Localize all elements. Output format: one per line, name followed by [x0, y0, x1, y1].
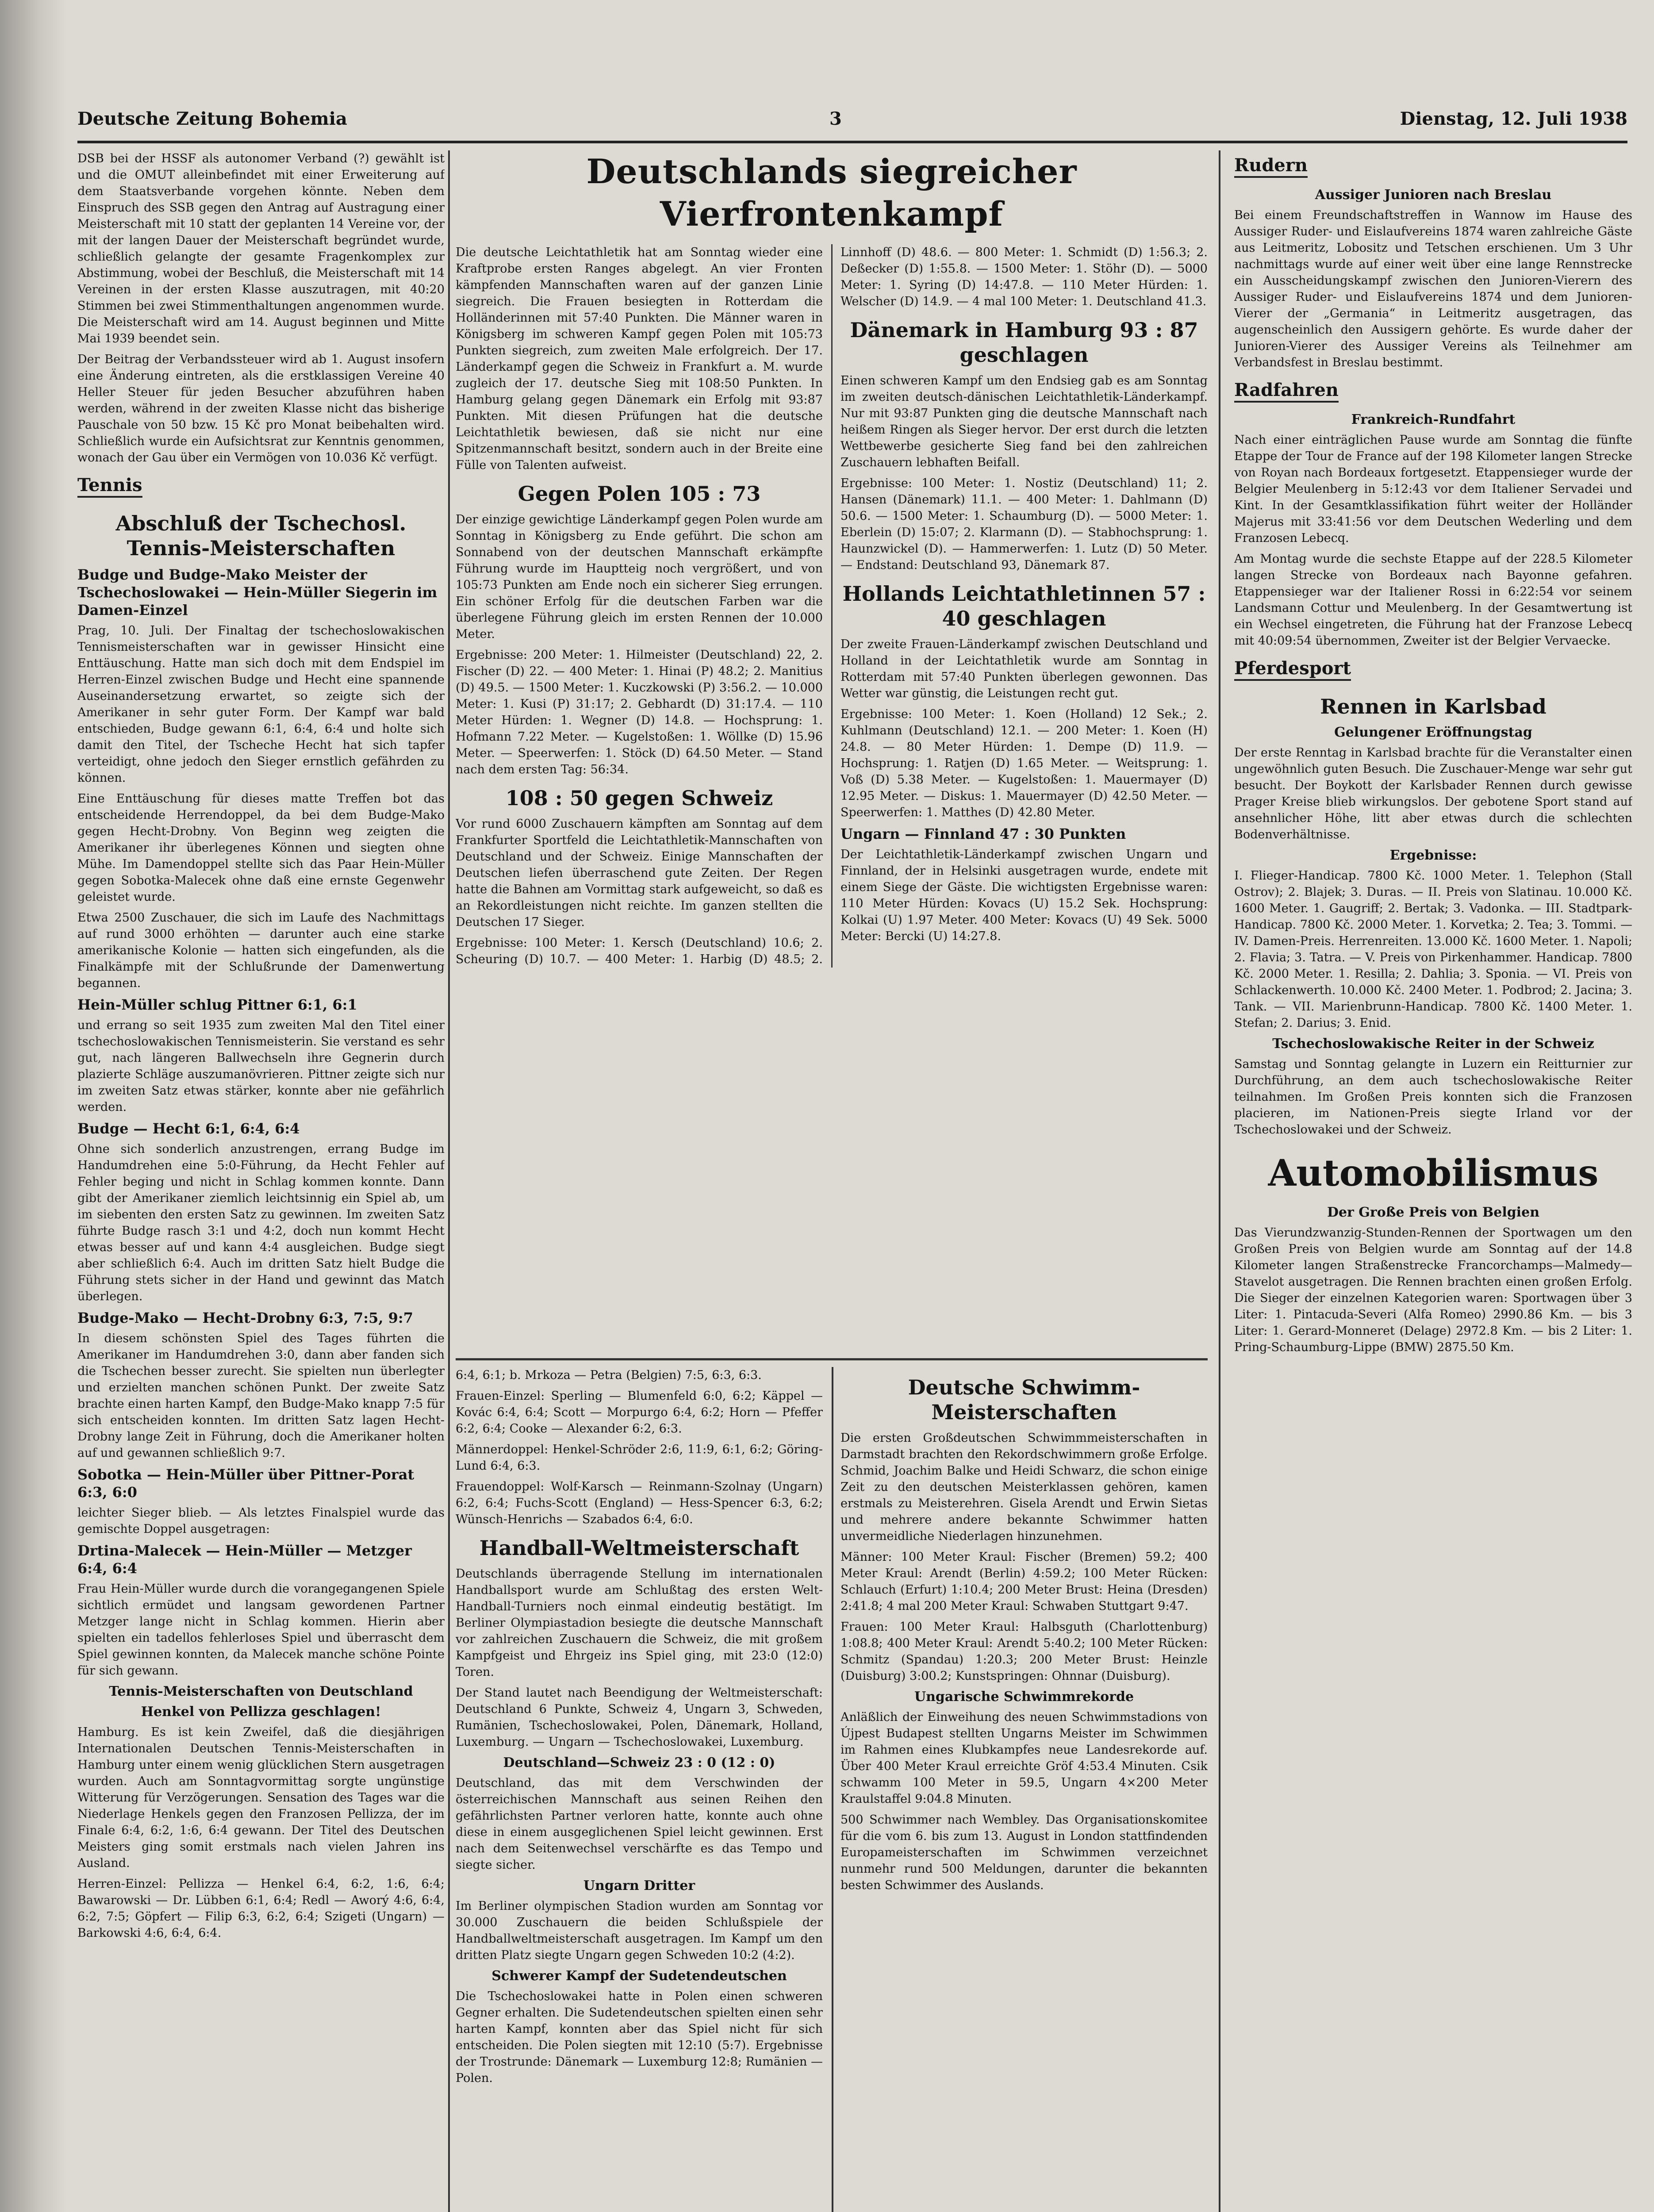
- article-text: Das Vierundzwanzig-Stunden-Rennen der Sportwagen um den Großen Preis von Belgien wurde am Sonntag auf der 14.8 Kilometer langen Straßenstrecke Francorchamps—Malmedy—Stavelot ausgetragen. Die Rennen brachten einen großen Erfolg. Die Sieger der einzelnen Kategorien waren: Sportwagen über 3 Liter: 1. Pintacuda-Severi (Alfa Romeo) 2990.86 Km. — bis 3 Liter: 1. Gerard-Monneret (Delage) 2972.8 Km. — bis 2 Liter: 1. Pring-Schaumburg-Lippe (BMW) 2875.50 Km.: [1234, 1226, 1632, 1354]
- results-text: Ergebnisse: 100 Meter: 1. Koen (Holland) 12 Sek.; 2. Kuhlmann (Deutschland) 12.1. — 200 Meter: 1. Koen (H) 24.8. — 80 Meter Hürden: 1. Dempe (D) 11.9. — Hochsprung: 1. Ratjen (D) 1.65 Meter. — Weitsprung: 1. Voß (D) 5.38 Meter. — Kugelstoßen: 1. Mauermayer (D) 12.95 Meter. — Diskus: 1. Mauermayer (D) 42.50 Meter. — Speerwerfen: 1. Matthes (D) 42.80 Meter.: [840, 707, 1208, 819]
- article-text: 500 Schwimmer nach Wembley. Das Organisationskomitee für die vom 6. bis zum 13. August in London stattfindenden Europameisterschaften im Schwimmen verzeichnet nunmehr rund 500 Meldungen, darunter die bekannten besten Schwimmer des Auslands.: [840, 1813, 1208, 1892]
- article-subheading: Budge — Hecht 6:1, 6:4, 6:4: [77, 1120, 300, 1137]
- binding-gutter: [0, 0, 66, 2212]
- column-rule: [448, 150, 450, 2212]
- article-text: Anläßlich der Einweihung des neuen Schwimmstadions von Újpest Budapest stellten Ungarns Meister im Schwimmen im Rahmen eines Klubkampfes neue Landesrekorde auf. Über 400 Meter Kraul erreichte Gröf 4:53.4 Minuten. Csik schwamm 100 Meter in 59.5, Ungarn 4×200 Meter Kraulstaffel 9:04.8 Minuten.: [840, 1710, 1208, 1806]
- article-text: und errang so seit 1935 zum zweiten Mal den Titel einer tschechoslowakischen Tennismeisterin. Sie verstand es sehr gut, nach längeren Ballwechseln ihre Gegnerin durch plazierte Schläge auszumanövrieren. Pittner zeigte sich nur im zweiten Satz etwas stärker, konnte aber nie gefährlich werden.: [77, 1018, 445, 1114]
- article-text: Deutschlands überragende Stellung im internationalen Handballsport wurde am Schlußtag des ersten Welt-Handball-Turniers noch einmal eindeutig bestätigt. Im Berliner Olympiastadion besiegte die deutsche Mannschaft vor zahlreichen Zuschauern die Schweiz, die mit großem Kampfgeist und Ehrgeiz ins Spiel ging, mit 23:0 (12:0) Toren.: [456, 1567, 823, 1679]
- article-text: Der zweite Frauen-Länderkampf zwischen Deutschland und Holland in der Leichtathletik wurde am Sonntag in Rotterdam mit 57:40 Punkten überlegen gewonnen. Das Wetter war günstig, die Leistungen recht gut.: [840, 637, 1208, 700]
- header-rule: [77, 141, 1627, 143]
- lead-article-body: [456, 244, 1208, 968]
- article-text: Prag, 10. Juli. Der Finaltag der tschechoslowakischen Tennismeisterschaften war in gewisser Hinsicht eine Enttäuschung. Hatte man sich doch mit dem Endspiel im Herren-Einzel zwischen Budge und Hecht eine spannende Auseinandersetzung erwartet, so zeigte sich der Amerikaner in sehr guter Form. Der Kampf war bald entschieden, Budge gewann 6:1, 6:4, 6:4 und holte sich damit den Titel, der Tscheche Hecht hat sich tapfer verteidigt, ohne jedoch den Sieger ernstlich gefährden zu können.: [77, 624, 445, 785]
- column-1: [77, 150, 445, 2212]
- article-headline: Deutsche Schwimm-Meisterschaften: [908, 1375, 1140, 1424]
- results-text: Ergebnisse: 200 Meter: 1. Hilmeister (Deutschland) 22, 2. Fischer (D) 22. — 400 Meter: 1. Hinai (P) 48.2; 2. Manitius (D) 49.5. — 1500 Meter: 1. Kuczkowski (P) 3:56.2. — 10.000 Meter: 1. Kusi (P) 31:17; 2. Gebhardt (D) 31:17.4. — 110 Meter Hürden: 1. Wegner (D) 14.8. — Hochsprung: 1. Hofmann 7.22 Meter. — Kugelstoßen: 1. Wöllke (D) 15.96 Meter. — Speerwerfen: 1. Stöck (D) 64.50 Meter. — Stand nach dem ersten Tag: 56:34.: [456, 648, 823, 776]
- page-number: 3: [829, 108, 842, 129]
- article-text: leichter Sieger blieb. — Als letztes Finalspiel wurde das gemischte Doppel ausgetragen:: [77, 1506, 445, 1536]
- article-text: Vor rund 6000 Zuschauern kämpften am Sonntag auf dem Frankfurter Sportfeld die Leichtathletik-Mannschaften von Deutschland und der Schweiz. Einige Mannschaften der Deutschen liefen überraschend gute Zeiten. Der Regen hatte die Bahnen am Vormittag stark aufgeweicht, so daß es an Rekordleistungen nicht reichte. Im ganzen stellten die Deutschen 17 Sieger.: [456, 817, 823, 929]
- section-label-pferdesport: Pferdesport: [1234, 658, 1351, 681]
- article-text: Bei einem Freundschaftstreffen in Wannow im Hause des Aussiger Ruder- und Eislaufvereins 1874 waren zahlreiche Gäste aus Leitmeritz, Lobositz und Tetschen erschienen. Um 3 Uhr nachmittags wurde auf einer weit über eine lange Rennstrecke ein Ausscheidungskampf zwischen den Junioren-Vierern des Aussiger Ruder- und Eislaufvereins 1874 und dem Junioren-Vierer der „Germania“ in Leitmeritz ausgetragen, das augenscheinlich den Aussigern gehörte. Es wurde daher der Junioren-Vierer des Aussiger Vereins als Teilnehmer am Verbandsfest in Breslau bestimmt.: [1234, 208, 1632, 369]
- article-subheading: Budge-Mako — Hecht-Drobny 6:3, 7:5, 9:7: [77, 1310, 413, 1326]
- article-subheading: Der Große Preis von Belgien: [1327, 1205, 1540, 1220]
- article-subheading: Schwerer Kampf der Sudetendeutschen: [491, 1968, 787, 1984]
- results-text: Ergebnisse: 100 Meter: 1. Kersch (Deutschland) 10.6; 2. Scheuring (D) 10.7. — 400 Meter: 1. Harbig (D) 48.5; 2. Linnhoff (D) 48.6. — 800 Meter: 1. Schmidt (D) 1:56.3; 2. Deßecker (D) 1:55.8. — 1500 Meter: 1. Stöhr (D). — 5000 Meter: 1. Syring (D) 14:47.8. — 110 Meter Hürden: 1. Welscher (D) 14.9. — 4 mal 100 Meter: 1. Deutschland 41.3.: [456, 246, 1208, 966]
- running-head: [77, 108, 1627, 135]
- article-text: Einen schweren Kampf um den Endsieg gab es am Sonntag im zweiten deutsch-dänischen Leichtathletik-Länderkampf. Nur mit 93:87 Punkten ging die deutsche Mannschaft nach heißem Ringen als Sieger hervor. Der erst durch die letzten Wettbewerbe gesicherte Sieg fand bei den zahlreichen Zuschauern lebhaften Beifall.: [840, 374, 1208, 469]
- section-headline-automobilismus: Automobilismus: [1268, 1152, 1599, 1194]
- article-text: Die ersten Großdeutschen Schwimmmeisterschaften in Darmstadt brachten den Rekordschwimmern große Erfolge. Schmid, Joachim Balke und Heidi Schwarz, die schon einige Zeit zu den deutschen Meisterklassen gehören, kamen erstmals zu Meisterehren. Gisela Arendt und Erwin Sietas und mehrere andere bekannte Schwimmer hatten unvermeidliche Niederlagen hinzunehmen.: [840, 1431, 1208, 1543]
- article-headline: Hollands Leichtathletinnen 57 : 40 geschlagen: [842, 582, 1206, 630]
- article-subheading: Sobotka — Hein-Müller über Pittner-Porat 6:3, 6:0: [77, 1466, 414, 1501]
- article-text: Deutschland, das mit dem Verschwinden der österreichischen Mannschaft aus seinen Reihen den gefährlichsten Partner verloren hatte, konnte auch ohne diese in einem ausgeglichenen Spiel leicht gewinnen. Erst nach dem Seitenwechsel verschärfte es das Tempo und siegte sicher.: [456, 1776, 823, 1872]
- article-headline: 108 : 50 gegen Schweiz: [505, 786, 773, 810]
- article-subheading: Ungarn — Finnland 47 : 30 Punkten: [840, 826, 1126, 842]
- column-3: [1234, 150, 1632, 2212]
- column-rule: [1219, 150, 1220, 2212]
- article-text: Der Beitrag der Verbandssteuer wird ab 1. August insofern eine Änderung eintreten, als die erstklassigen Vereine 40 Heller Steuer für jeden Besucher abzuführen haben werden, während in der zweiten Klasse nicht das bisherige Pauschale von 50 bzw. 15 Kč pro Monat beibehalten wird. Schließlich wurde ein Aufsichtsrat zur Kenntnis genommen, wonach der Gau über ein Vermögen von 10.036 Kč verfügt.: [77, 353, 445, 465]
- article-text: Ohne sich sonderlich anzustrengen, errang Budge im Handumdrehen eine 5:0-Führung, da Hecht Fehler auf Fehler beging und nicht in Schlag kommen konnte. Dann gibt der Amerikaner ziemlich leichtsinnig ein Spiel ab, um im siebenten den ersten Satz zu gewinnen. Im zweiten Satz führte Budge rasch 3:1 und 4:2, doch nun kommt Hecht etwas besser auf und kann 4:4 ausgleichen. Budge siegt aber schließlich 6:4. Auch im dritten Satz hielt Budge die Führung stets sicher in der Hand und gewinnt das Match überlegen.: [77, 1142, 445, 1303]
- results-text: 6:4, 6:1; b. Mrkoza — Petra (Belgien) 7:5, 6:3, 6:3.: [456, 1368, 762, 1382]
- results-text: Frauen: 100 Meter Kraul: Halbsguth (Charlottenburg) 1:08.8; 400 Meter Kraul: Arendt 5:40.2; 100 Meter Rücken: Schmitz (Spandau) 1:20.3; 200 Meter Brust: Heinzle (Duisburg) 3:00.2; Kunstspringen: Ohnnar (Duisburg).: [840, 1620, 1208, 1683]
- article-subheading: Henkel von Pellizza geschlagen!: [141, 1704, 381, 1720]
- results-text: I. Flieger-Handicap. 7800 Kč. 1000 Meter. 1. Telephon (Stall Ostrov); 2. Blajek; 3. Duras. — II. Preis von Slatinau. 10.000 Kč. 1600 Meter. 1. Gaugriff; 2. Bertak; 3. Vadonka. — III. Stadtpark-Handicap. 7800 Kč. 2000 Meter. 1. Korvetka; 2. Tea; 3. Tommi. — IV. Damen-Preis. Herrenreiten. 13.000 Kč. 1600 Meter. 1. Napoli; 2. Flavia; 3. Tatra. — V. Preis von Pirkenhammer. Handicap. 7800 Kč. 2000 Meter. 1. Resilla; 2. Dahlia; 3. Sponia. — VI. Preis von Schlackenwerth. 10.000 Kč. 2400 Meter. 1. Podbrod; 2. Jacina; 3. Tank. — VII. Marienbrunn-Handicap. 7800 Kč. 1400 Meter. 1. Stefan; 2. Darius; 3. Enid.: [1234, 869, 1632, 1030]
- article-subheading: Ungarn Dritter: [583, 1878, 695, 1893]
- article-subheading: Ergebnisse:: [1389, 848, 1477, 863]
- article-subheading: Tennis-Meisterschaften von Deutschland: [109, 1684, 413, 1699]
- lead-headline: Deutschlands siegreicher Vierfrontenkampf: [586, 152, 1077, 234]
- article-text: Der erste Renntag in Karlsbad brachte für die Veranstalter einen ungewöhnlich guten Besuch. Die Zuschauer-Menge war sehr gut besucht. Der Boykott der Karlsbader Rennen durch gewisse Prager Kreise blieb wirkungslos. Der gebotene Sport stand auf ansehnlicher Höhe, litt aber etwas durch die schlechten Bodenverhältnisse.: [1234, 746, 1632, 841]
- section-label-radfahren: Radfahren: [1234, 380, 1339, 403]
- article-headline: Gegen Polen 105 : 73: [518, 482, 761, 506]
- article-subheading: Drtina-Malecek — Hein-Müller — Metzger 6:4, 6:4: [77, 1542, 412, 1577]
- article-subheading: Aussiger Junioren nach Breslau: [1315, 187, 1552, 203]
- article-text: Eine Enttäuschung für dieses matte Treffen bot das entscheidende Herrendoppel, da bei dem Budge-Mako gegen Hecht-Drobny. Von Beginn weg zeigten die Amerikaner ihr überlegenes Können und siegten ohne Mühe. Im Damendoppel stellte sich das Paar Hein-Müller gegen Sobotka-Malecek ohne daß eine ernste Gegenwehr geleistet wurde.: [77, 792, 445, 904]
- article-subheading: Tschechoslowakische Reiter in der Schweiz: [1272, 1036, 1594, 1052]
- article-headline: Rennen in Karlsbad: [1320, 695, 1547, 718]
- section-label-tennis: Tennis: [77, 475, 142, 498]
- newspaper-name: Deutsche Zeitung Bohemia: [77, 108, 347, 129]
- article-text: Die Tschechoslowakei hatte in Polen einen schweren Gegner erhalten. Die Sudetendeutschen spielten einen sehr harten Kampf, konnten aber das Spiel nicht für sich entscheiden. Die Polen siegten mit 12:10 (5:7). Ergebnisse der Trostrunde: Dänemark — Luxemburg 12:8; Rumänien — Polen.: [456, 1989, 823, 2085]
- article-text: Hamburg. Es ist kein Zweifel, daß die diesjährigen Internationalen Deutschen Tennis-Meisterschaften in Hamburg unter einem wenig glücklichen Stern ausgetragen wurden. Auch am Sonntagvormittag sorgte ungünstige Witterung für Verzögerungen. Sensation des Tages war die Niederlage Henkels gegen den Franzosen Pellizza, der im Finale 6:4, 6:2, 1:6, 6:4 gewann. Der Titel des Deutschen Meisters ging somit erstmals nach vielen Jahren ins Ausland.: [77, 1725, 445, 1870]
- article-subheading: Hein-Müller schlug Pittner 6:1, 6:1: [77, 996, 357, 1013]
- column-rule: [832, 1367, 833, 2212]
- article-subheading: Ungarische Schwimmrekorde: [914, 1689, 1134, 1705]
- article-text: Frau Hein-Müller wurde durch die vorangegangenen Spiele sichtlich ermüdet und langsam gewordenen Partner Metzger lange nicht in Schlag kommen. Hierin aber spielten ein tadellos fehlerloses Spiel und überrascht dem Spiel gewinnen konnten, da Malecek manche schöne Pointe für sich gewann.: [77, 1582, 445, 1678]
- issue-date: Dienstag, 12. Juli 1938: [1400, 108, 1627, 129]
- article-headline: Handball-Weltmeisterschaft: [479, 1536, 799, 1560]
- article-text: Etwa 2500 Zuschauer, die sich im Laufe des Nachmittags auf rund 3000 erhöhten — darunter auch eine starke amerikanische Kolonie — hatten sich eingefunden, als die Finalkämpfe mit der Schlußrunde der Damenwertung begannen.: [77, 911, 445, 990]
- article-subheading: Frankreich-Rundfahrt: [1351, 412, 1516, 427]
- results-text: Frauen-Einzel: Sperling — Blumenfeld 6:0, 6:2; Käppel — Kovác 6:4, 6:4; Scott — Morpurgo 6:4, 6:2; Horn — Pfeffer 6:2, 6:4; Cooke — Alexander 6:2, 6:3.: [456, 1389, 823, 1436]
- results-text: Frauendoppel: Wolf-Karsch — Reinmann-Szolnay (Ungarn) 6:2, 6:4; Fuchs-Scott (England) — Hess-Spencer 6:3, 6:2; Wünsch-Henrichs — Szabados 6:4, 6:0.: [456, 1480, 823, 1526]
- article-text: Samstag und Sonntag gelangte in Luzern ein Reitturnier zur Durchführung, an dem auch tschechoslowakische Reiter teilnahmen. Im Großen Preis konnten sich die Franzosen placieren, im Nationen-Preis siegte Irland vor der Tschechoslowakei und der Schweiz.: [1234, 1057, 1632, 1137]
- column-2-lower-left: [456, 1367, 823, 2212]
- section-label-rudern: Rudern: [1234, 155, 1308, 178]
- article-text: Die deutsche Leichtathletik hat am Sonntag wieder eine Kraftprobe ersten Ranges abgelegt. An vier Fronten kämpfenden Mannschaften waren auf der ganzen Linie siegreich. Die Frauen besiegten in Rotterdam die Holländerinnen mit 57:40 Punkten. Die Männer waren in Königsberg im schweren Kampf gegen Polen mit 105:73 Punkten siegreich, zum zweiten Male erfolgreich. Der 17. Länderkampf gegen die Schweiz in Frankfurt a. M. wurde zugleich der 17. deutsche Sieg mit 108:50 Punkten. In Hamburg gelang gegen Dänemark ein Erfolg mit 93:87 Punkten. Mit diesen Prüfungen hat die deutsche Leichtathletik bewiesen, daß sie nicht nur eine Spitzenmannschaft besitzt, sondern auch in der Breite eine Fülle von Talenten aufweist.: [456, 246, 823, 472]
- column-2-lead-article: [456, 150, 1208, 1354]
- results-text: Männer: 100 Meter Kraul: Fischer (Bremen) 59.2; 400 Meter Kraul: Arendt (Berlin) 4:59.2; 100 Meter Rücken: Schlauch (Erfurt) 1:10.4; 200 Meter Brust: Heina (Dresden) 2:41.8; 4 mal 200 Meter Kraul: Schwaben Stuttgart 9:47.: [840, 1550, 1208, 1613]
- article-text: Nach einer einträglichen Pause wurde am Sonntag die fünfte Etappe der Tour de France auf der 198 Kilometer langen Strecke von Royan nach Bordeaux fortgesetzt. Etappensieger wurde der Belgier Meulenberg in 5:12:43 vor dem Italiener Servadei und Kint. In der Gesamtklassifikation führt weiter der Holländer Majerus mit 33:41:56 vor dem Deutschen Wederling und dem Franzosen Lebecq.: [1234, 433, 1632, 545]
- article-text: In diesem schönsten Spiel des Tages führten die Amerikaner im Handumdrehen 3:0, dann aber fanden sich die Tschechen besser zurecht. Sie spielten nun überlegter und erzielten manchen schönen Punkt. Der zweite Satz brachte einen harten Kampf, den Budge-Mako knapp 7:5 für sich entscheiden konnten. Im dritten Satz lagen Hecht-Drobny lange Zeit in Führung, doch die Amerikaner holten auf und gewannen schließlich 9:7.: [77, 1332, 445, 1460]
- article-subheading: Deutschland—Schweiz 23 : 0 (12 : 0): [503, 1755, 775, 1770]
- article-text: Am Montag wurde die sechste Etappe auf der 228.5 Kilometer langen Strecke von Bordeaux nach Bayonne gefahren. Etappensieger war der Italiener Rossi in 6:22:54 vor seinem Landsmann Cottur und Meulenberg. In der Gesamtwertung ist ein Wechsel eingetreten, die Führung hat der Franzose Lebecq mit 40:09:54 übernommen, Zweiter ist der Belgier Vervaecke.: [1234, 552, 1632, 648]
- results-text: Herren-Einzel: Pellizza — Henkel 6:4, 6:2, 1:6, 6:4; Bawarowski — Dr. Lübben 6:1, 6:4; Redl — Aworý 4:6, 6:4, 6:2, 7:5; Göpfert — Filip 6:3, 6:2, 6:4; Szigeti (Ungarn) — Barkowski 4:6, 6:4, 6:4.: [77, 1877, 445, 1940]
- article-text: Der einzige gewichtige Länderkampf gegen Polen wurde am Sonntag in Königsberg zu Ende geführt. Die schon am Sonnabend von der deutschen Mannschaft erkämpfte Führung wurde im Hauptteig noch vergrößert, und von 105:73 Punkten am Ende noch ein sicherer Sieg errungen. Ein schöner Erfolg für die deutschen Farben war die überlegene Führung gleich im ersten Rennen der 10.000 Meter.: [456, 513, 823, 641]
- article-headline: Abschluß der Tschechosl. Tennis-Meisterschaften: [115, 511, 407, 560]
- article-text: Der Leichtathletik-Länderkampf zwischen Ungarn und Finnland, der in Helsinki ausgetragen wurde, endete mit einem Siege der Gäste. Die wichtigsten Ergebnisse waren: 110 Meter Hürden: Kovacs (U) 15.2 Sek. Hochsprung: Kolkai (U) 1.97 Meter. 400 Meter: Kovacs (U) 49 Sek. 5000 Meter: Bercki (U) 14:27.8.: [840, 848, 1208, 943]
- column-2-lower-right: [840, 1367, 1208, 2212]
- article-headline: Dänemark in Hamburg 93 : 87 geschlagen: [850, 318, 1198, 367]
- article-text: Der Stand lautet nach Beendigung der Weltmeisterschaft: Deutschland 6 Punkte, Schweiz 4, Ungarn 3, Schweden, Rumänien, Tschechoslowakei, Polen, Dänemark, Holland, Luxemburg. — Ungarn — Tschechoslowakei, Luxemburg.: [456, 1686, 823, 1749]
- article-text: DSB bei der HSSF als autonomer Verband (?) gewählt ist und die OMUT alleinbefindet mit einer Erweiterung auf dem Staatsverbande vorgehen könnte. Neben dem Einspruch des SSB gegen den Antrag auf Austragung einer Meisterschaft mit 10 statt der geplanten 14 Vereine vor, der mit der langen Dauer der Meisterschaft begründet wurde, schließlich gelangte der gesamte Fragenkomplex zur Abstimmung, wobei der Beschluß, die Meisterschaft mit 14 Vereinen in der ersten Klasse auszutragen, mit 40:20 Stimmen bei zwei Stimmenthaltungen angenommen wurde. Die Meisterschaft wird am 14. August beginnen und Mitte Mai 1939 beendet sein.: [77, 152, 445, 346]
- article-subheading: Budge und Budge-Mako Meister der Tschechoslowakei — Hein-Müller Siegerin im Damen-Einzel: [77, 566, 437, 618]
- results-text: Ergebnisse: 100 Meter: 1. Nostiz (Deutschland) 11; 2. Hansen (Dänemark) 11.1. — 400 Meter: 1. Dahlmann (D) 50.6. — 1500 Meter: 1. Schaumburg (D). — 5000 Meter: 1. Eberlein (D) 15:07; 2. Klarmann (D). — Stabhochsprung: 1. Haunzwickel (D). — Hammerwerfen: 1. Lutz (D) 50 Meter. — Endstand: Deutschland 93, Dänemark 87.: [840, 476, 1208, 572]
- results-text: Männerdoppel: Henkel-Schröder 2:6, 11:9, 6:1, 6:2; Göring-Lund 6:4, 6:3.: [456, 1443, 823, 1473]
- article-subheading: Gelungener Eröffnungstag: [1334, 725, 1532, 740]
- article-text: Im Berliner olympischen Stadion wurden am Sonntag vor 30.000 Zuschauern die beiden Schlußspiele der Handballweltmeisterschaft ausgetragen. Im Kampf um den dritten Platz siegte Ungarn gegen Schweden 10:2 (4:2).: [456, 1899, 823, 1962]
- section-rule: [456, 1358, 1208, 1360]
